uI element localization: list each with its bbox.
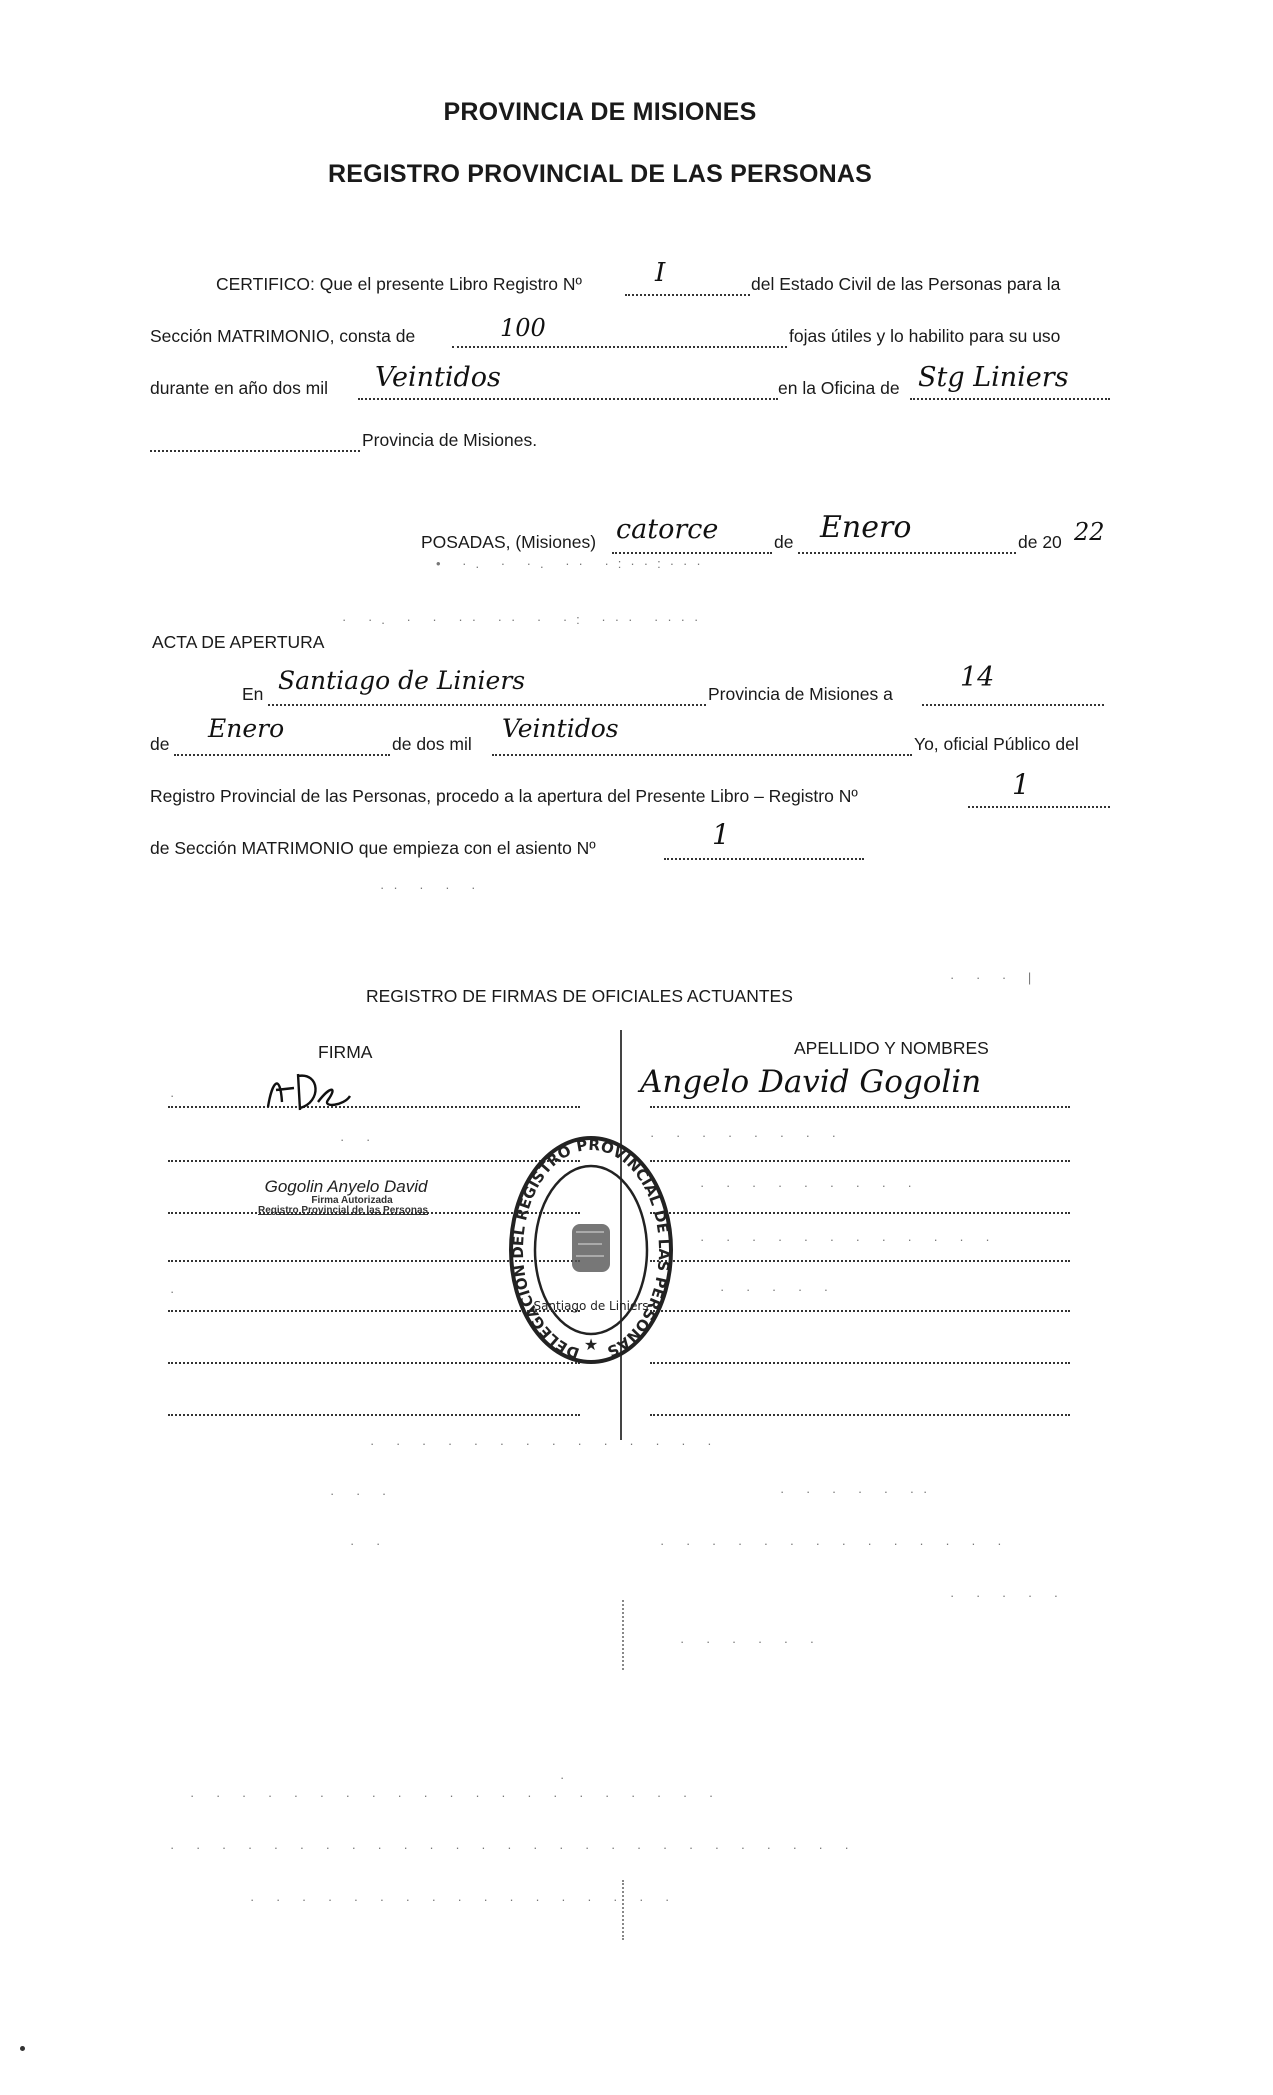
acta-day: 14: [960, 662, 995, 693]
stamp-org: Registro Provincial de las Personas: [258, 1205, 429, 1217]
official-name-handwritten: Angelo David Gogolin: [640, 1064, 982, 1100]
province-title: PROVINCIA DE MISIONES: [443, 98, 757, 126]
province-suffix: Provincia de Misiones.: [362, 430, 538, 450]
column-apellido-nombres: APELLIDO Y NOMBRES: [794, 1038, 989, 1058]
date-year-prefix: de 20: [1018, 532, 1062, 552]
stamp-title: Firma Autorizada: [311, 1194, 393, 1206]
official-stamp: [236, 1178, 428, 1217]
date-year-suffix: 22: [1074, 518, 1105, 546]
acta-month: Enero: [208, 714, 285, 743]
date-place: POSADAS, (Misiones): [421, 532, 597, 552]
signature-scribble: [258, 1062, 368, 1122]
fojas-suffix: fojas útiles y lo habilito para su uso: [789, 326, 1061, 346]
acta-official-text: Yo, oficial Público del: [914, 734, 1079, 754]
office-prefix: en la Oficina de: [778, 378, 900, 398]
acta-province-text: Provincia de Misiones a: [708, 684, 893, 704]
acta-line4: de Sección MATRIMONIO que empieza con el asiento Nº: [150, 838, 596, 858]
acta-de: de: [150, 734, 170, 754]
libro-number: I: [655, 258, 666, 288]
acta-heading: ACTA DE APERTURA: [152, 632, 325, 652]
fojas-count: 100: [500, 314, 546, 342]
certificate-line1-suffix: del Estado Civil de las Personas para la: [751, 274, 1061, 294]
svg-text:★: ★: [583, 1337, 599, 1354]
year-prefix: durante en año dos mil: [150, 378, 329, 398]
stamp-name: Gogolin Anyelo David: [264, 1177, 428, 1196]
acta-registro-no: 1: [1012, 768, 1030, 801]
acta-asiento-no: 1: [712, 818, 730, 851]
date-de: de: [774, 532, 794, 552]
seal-inner-text: Santiago de Liniers: [533, 1299, 649, 1313]
official-seal: [506, 1132, 676, 1372]
section-prefix: Sección MATRIMONIO, consta de: [150, 326, 416, 346]
signatures-heading: REGISTRO DE FIRMAS DE OFICIALES ACTUANTES: [366, 986, 793, 1006]
registry-title: REGISTRO PROVINCIAL DE LAS PERSONAS: [327, 160, 873, 188]
seal-ring-text: DELEGACION DEL REGISTRO PROVINCIAL DE LAS PERSONAS: [508, 1135, 674, 1363]
office-name: Stg Liniers: [918, 362, 1069, 393]
column-firma: FIRMA: [318, 1042, 373, 1062]
certificate-prefix: CERTIFICO: Que el presente Libro Registro Nº: [216, 274, 582, 294]
acta-en: En: [242, 684, 264, 704]
acta-year-words: Veintidos: [502, 714, 619, 743]
date-day: catorce: [616, 514, 719, 545]
acta-place: Santiago de Liniers: [278, 666, 526, 695]
acta-line3: Registro Provincial de las Personas, procedo a la apertura del Presente Libro – Registro Nº: [150, 786, 858, 806]
year-words: Veintidos: [375, 362, 501, 393]
date-month: Enero: [820, 510, 912, 545]
acta-de-dos-mil: de dos mil: [392, 734, 472, 754]
